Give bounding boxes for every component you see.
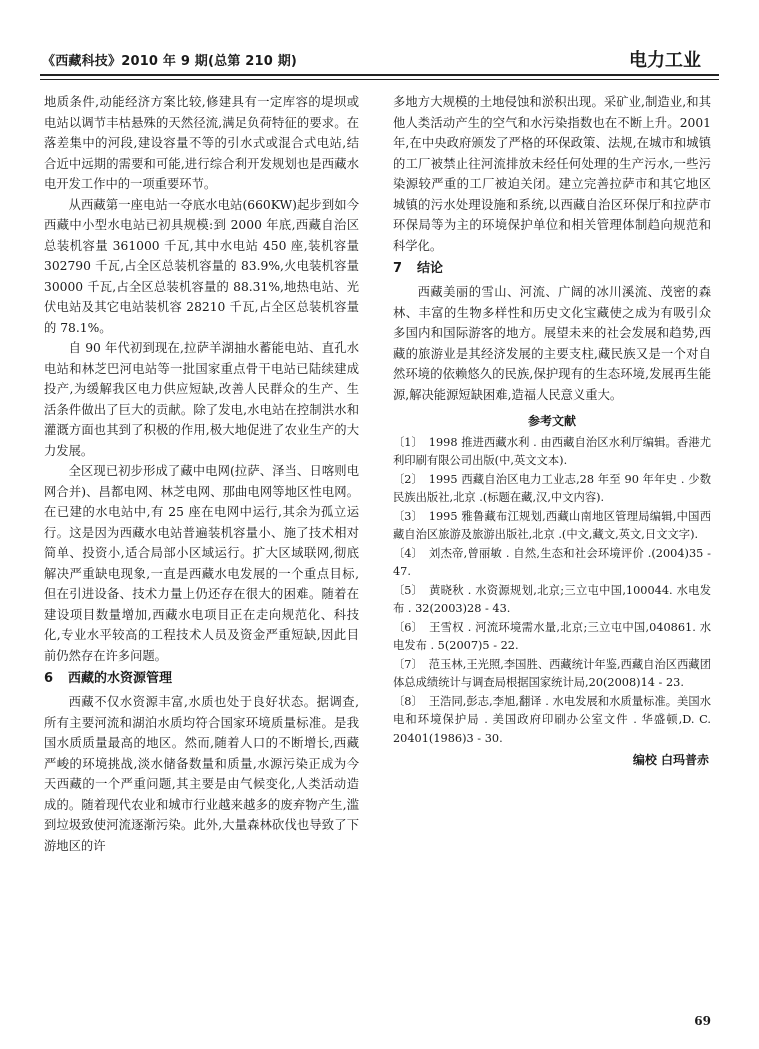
- header-rule-thick: [40, 74, 719, 76]
- section-number: 7: [393, 261, 403, 276]
- reference-item: [393, 434, 711, 471]
- reference-number: 〔2〕: [393, 472, 423, 486]
- paragraph: 地质条件,动能经济方案比较,修建具有一定库容的堤坝或电站以调节丰枯悬殊的天然径流,满足负荷特征的要求。在落差集中的河段,建设容量不等的引水式或混合式电站,结合近中远期的需要和可能,进行综合利开发规划也是西藏水电开发工作中的一项重要环节。: [44, 95, 359, 191]
- reference-number: 〔4〕: [393, 546, 423, 560]
- paragraph: 西藏美丽的雪山、河流、广阔的冰川溪流、茂密的森林、丰富的生物多样性和历史文化宝藏使之成为有吸引众多国内和国际游客的地方。展望未来的社会发展和趋势,西藏的旅游业是其经济发展的主要支柱,藏民族又是一个对自然环境的依赖悠久的民族,保护现有的生态环境,发展再生能源,解决能源短缺困难,造福人民意义重大。: [393, 285, 711, 402]
- left-column: [44, 92, 359, 856]
- paragraph: 从西藏第一座电站一夺底水电站(660KW)起步到如今西藏中小型水电站已初具规模:到 2000 年底,西藏自治区总装机容量 361000 千瓦,其中水电站 450 座,装机容量 302790 千瓦,占全区总装机容量的 83.9%,火电装机容量 30000 千瓦,占全区总装机容量的 88.31%,地热电站、光伏电站及其它电站装机容 28210 千瓦,占全区总装机容量的 78.1%。: [44, 197, 359, 335]
- reference-text: 王雪权 . 河流环境需水量,北京;三立屯中国,040861. 水电发布 . 5(2007)5 - 22.: [393, 620, 711, 652]
- reference-item: [393, 508, 711, 545]
- reference-number: 〔1〕: [393, 435, 423, 449]
- reference-item: [393, 619, 711, 656]
- reference-item: [393, 471, 711, 508]
- editor-credit: 编校 白玛普赤: [632, 753, 709, 767]
- reference-text: 1995 西藏自治区电力工业志,28 年至 90 年年史 . 少数民族出版社,北京 .(标题在藏,汉,中文内容).: [393, 472, 711, 504]
- journal-citation: 《西藏科技》2010 年 9 期(总第 210 期): [42, 54, 298, 69]
- reference-text: 黄晓秋 . 水资源规划,北京;三立屯中国,100044. 水电发布 . 32(2003)28 - 43.: [393, 583, 711, 615]
- page-number: 69: [694, 1014, 711, 1028]
- reference-text: 范玉林,王光照,李国胜、西藏统计年鉴,西藏自治区西藏团体总成绩统计与调查局根据国家统计局,20(2008)14 - 23.: [393, 657, 711, 689]
- reference-number: 〔7〕: [393, 657, 423, 671]
- paragraph: 多地方大规模的土地侵蚀和淤积出现。采矿业,制造业,和其他人类活动产生的空气和水污染指数也在不断上升。2001 年,在中央政府颁发了严格的环保政策、法规,在城市和城镇的工厂被禁止往河流排放未经任何处理的生产污水,一些污染源较严重的工厂被迫关闭。建立完善拉萨市和其它地区城镇的污水处理设施和系统,以西藏自治区环保厅和拉萨市环保局等为主的环境保护单位和相关管理体制趋向规范和科学化。: [393, 95, 711, 253]
- header-rule-thin: [40, 79, 719, 80]
- reference-number: 〔5〕: [393, 583, 423, 597]
- reference-item: [393, 582, 711, 619]
- paragraph: 西藏不仅水资源丰富,水质也处于良好状态。据调查,所有主要河流和湖泊水质均符合国家环境质量标准。是我国水质质量最高的地区。然而,随着人口的不断增长,西藏严峻的环境挑战,淡水储备数量和质量,水源污染正成为今天西藏的一个严重问题,其主要是由气候变化,人类活动造成的。随着现代农业和城市行业越来越多的废弃物产生,滥到垃圾致使河流逐渐污染。此外,大量森林砍伐也导致了下游地区的许: [44, 695, 359, 853]
- section-heading-7: [393, 258, 711, 280]
- reference-list: [393, 434, 711, 749]
- reference-text: 王浩同,彭志,李旭,翻译 . 水电发展和水质量标准。美国水电和环境保护局 . 美国政府印刷办公室文件 . 华盛顿,D. C. 20401(1986)3 - 30.: [393, 694, 711, 745]
- reference-number: 〔8〕: [393, 694, 423, 708]
- reference-number: 〔3〕: [393, 509, 423, 523]
- reference-item: [393, 545, 711, 582]
- reference-text: 1998 推进西藏水利 . 由西藏自治区水利厅编辑。香港尤利印刷有限公司出版(中,英文文本).: [393, 435, 711, 467]
- reference-item: [393, 656, 711, 693]
- section-tag: 电力工业: [629, 50, 701, 71]
- right-column: [393, 92, 711, 771]
- reference-text: 1995 雅鲁藏布江规划,西藏山南地区管理局编辑,中国西藏自治区旅游及旅游出版社,北京 .(中文,藏文,英文,日文文字).: [393, 509, 711, 541]
- section-heading-6: [44, 668, 359, 690]
- reference-item: [393, 693, 711, 749]
- section-title: 结论: [417, 261, 444, 276]
- reference-text: 刘杰帝,曾丽敏 . 自然,生态和社会环境评价 .(2004)35 - 47.: [393, 546, 711, 578]
- section-title: 西藏的水资源管理: [68, 671, 173, 686]
- paragraph: 自 90 年代初到现在,拉萨羊湖抽水蓄能电站、直孔水电站和林芝巴河电站等一批国家重点骨干电站已陆续建成投产,为缓解我区电力供应短缺,改善人民群众的生产、生活条件做出了巨大的贡献。除了发电,水电站在控制洪水和灌溉方面也其到了积极的作用,极大地促进了农业生产的大力发展。: [44, 341, 359, 458]
- page-header: [0, 0, 759, 70]
- section-number: 6: [44, 671, 54, 686]
- references-title: 参考文献: [527, 414, 576, 428]
- paragraph: 全区现已初步形成了藏中电网(拉萨、泽当、日喀则电网合并)、昌都电网、林芝电网、那曲电网等地区性电网。在已建的水电站中,有 25 座在电网中运行,其余为孤立运行。这是因为西藏水电站普遍装机容量小、施了技术相对简单、投资小,适合局部小区域运行。扩大区域联网,彻底解决严重缺电现象,一直是西藏水电发展的一个重点目标,但在引进设备、技术力量上仍还存在很大的困难。随着在建设项目数量增加,西藏水电项目正在走向规范化、科技化,专业水平较高的工程技术人员及资金严重短缺,因此目前仍然存在许多问题。: [44, 464, 359, 663]
- reference-number: 〔6〕: [393, 620, 423, 634]
